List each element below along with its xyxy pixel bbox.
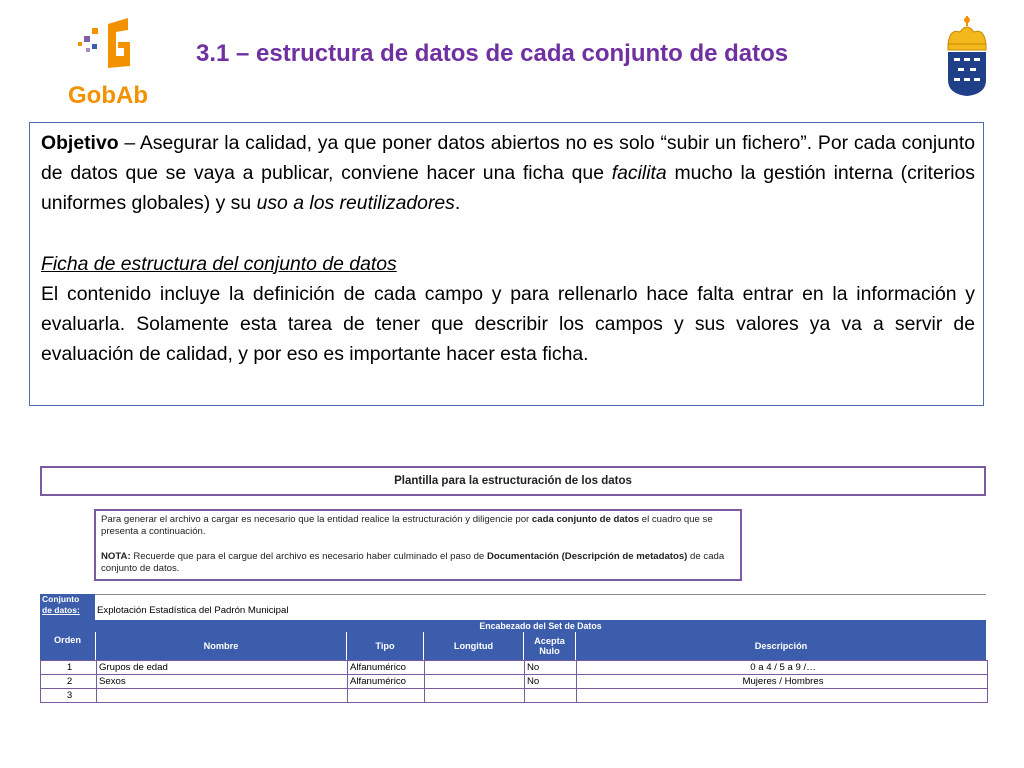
- gobab-logo-icon: [64, 16, 154, 108]
- svg-text:GobAb: GobAb: [68, 82, 148, 108]
- body-text: [41, 128, 975, 369]
- table-row: [41, 660, 987, 675]
- cell-tipo: Alfanumérico: [347, 661, 424, 674]
- section-subtitle: Ficha de estructura del conjunto de datos: [41, 252, 397, 275]
- cell-tipo: [347, 689, 424, 702]
- conjunto-value: Explotación Estadística del Padrón Municipal: [95, 594, 986, 620]
- column-header-longitud: Longitud: [423, 632, 523, 660]
- sheet-note-box: [94, 509, 742, 581]
- coat-of-arms-icon: [944, 14, 990, 98]
- objective-text-b: mucho la gestión interna (criterios uniformes globales) y su: [41, 162, 975, 215]
- note-paragraph-2: NOTA: Recuerde que para el cargue del archivo es necesario haber culminado el paso de Documentación (Descripción de metadatos) de cada conjunto de datos.: [101, 550, 725, 574]
- encabezado-bar: Encabezado del Set de Datos: [95, 620, 986, 632]
- table-row: [41, 675, 987, 689]
- column-header-orden: Orden: [40, 620, 95, 660]
- cell-nombre: Grupos de edad: [96, 661, 347, 674]
- cell-descripcion: Mujeres / Hombres: [576, 675, 987, 688]
- cell-orden: 2: [66, 676, 73, 687]
- cell-longitud: [424, 689, 524, 702]
- table-row: [41, 689, 987, 703]
- cell-nulo: [524, 689, 576, 702]
- column-header-acepta-nulo: Acepta Nulo: [523, 632, 575, 660]
- cell-descripcion: [576, 689, 987, 702]
- slide-title: 3.1 – estructura de datos de cada conjunto de datos: [196, 40, 789, 67]
- cell-orden: 1: [66, 662, 73, 673]
- cell-nulo: No: [524, 661, 576, 674]
- cell-longitud: [424, 675, 524, 688]
- column-header-descripcion: Descripción: [575, 632, 986, 660]
- conjunto-label: Conjunto de datos:: [40, 594, 95, 620]
- gobab-logo: [64, 16, 154, 108]
- cell-tipo: Alfanumérico: [347, 675, 424, 688]
- cell-nombre: Sexos: [96, 675, 347, 688]
- note-paragraph-1: Para generar el archivo a cargar es necesario que la entidad realice la estructuración y diligencie por cada conjunto de datos el cuadro que se presenta a continuación.: [101, 514, 713, 538]
- objective-text-c: .: [454, 192, 461, 215]
- cell-longitud: [424, 661, 524, 674]
- content-paragraph: El contenido incluye la definición de cada campo y para rellenarlo hace falta entrar en la información y evaluarla. Solamente esta tarea de tener que describir los campos y sus valores ya va a servir de evaluación de calidad, y por eso es importante hacer esta ficha.: [41, 282, 975, 366]
- fields-table: [40, 660, 988, 703]
- objective-text-a: – Asegurar la calidad, ya que poner datos abiertos no es solo “subir un fichero”. Por cada conjunto de datos que se vaya a publicar, conviene hacer una ficha que: [41, 132, 975, 185]
- objective-label: Objetivo: [41, 132, 119, 154]
- cell-nulo: No: [524, 675, 576, 688]
- cell-nombre: [96, 689, 347, 702]
- objective-emphasis-1: facilita: [611, 162, 667, 185]
- cell-descripcion: 0 a 4 / 5 a 9 /…: [576, 661, 987, 674]
- cell-orden: 3: [66, 690, 73, 701]
- objective-emphasis-2: uso a los reutilizadores: [256, 192, 455, 215]
- column-header-tipo: Tipo: [346, 632, 423, 660]
- sheet-title: Plantilla para la estructuración de los datos: [40, 466, 986, 496]
- column-header-nombre: Nombre: [95, 632, 346, 660]
- canarias-coat-of-arms: [944, 14, 990, 98]
- objective-paragraph: [41, 128, 975, 219]
